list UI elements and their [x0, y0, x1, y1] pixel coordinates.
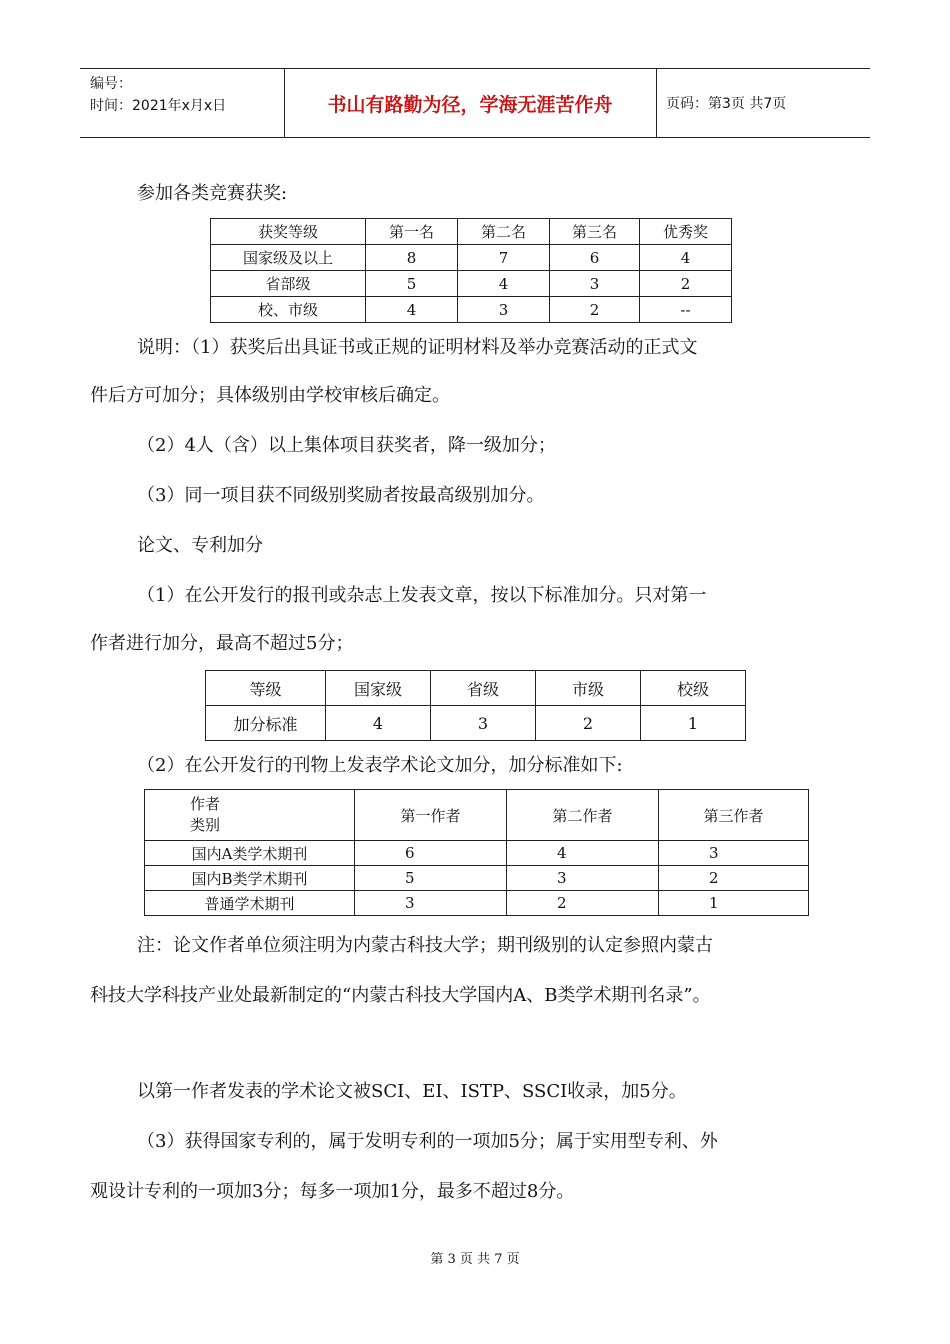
- table-header-cell: 第三名: [550, 219, 640, 245]
- note-paragraph: 件后方可加分；具体级别由学校审核后确定。: [90, 385, 450, 406]
- table-cell: 加分标准: [206, 706, 326, 741]
- corner-top-label: 作者: [190, 795, 221, 813]
- table-cell: 2: [536, 706, 641, 741]
- table-header-row: [145, 790, 809, 841]
- table-row: [206, 706, 746, 741]
- table-cell: 8: [366, 245, 458, 271]
- section-title-papers: 论文、专利加分: [137, 535, 263, 556]
- table-cell: 4: [458, 271, 550, 297]
- table-header-cell: 获奖等级: [211, 219, 366, 245]
- table-row: [211, 271, 732, 297]
- table-cell: 7: [458, 245, 550, 271]
- table-cell: 普通学术期刊: [145, 891, 355, 916]
- table-cell: 3: [550, 271, 640, 297]
- header-motto: 书山有路勤为径，学海无涯苦作舟: [327, 93, 613, 116]
- table-cell: 2: [507, 891, 659, 916]
- body-paragraph: （1）在公开发行的报刊或杂志上发表文章，按以下标准加分。只对第一: [137, 585, 707, 606]
- table-cell: 1: [641, 706, 746, 741]
- table-cell: 2: [640, 271, 732, 297]
- table-cell: 3: [507, 866, 659, 891]
- table-cell: --: [640, 297, 732, 323]
- table-header-cell: 第二作者: [507, 790, 659, 841]
- table-cell: 国家级及以上: [211, 245, 366, 271]
- note-paragraph: （3）同一项目获不同级别奖励者按最高级别加分。: [137, 485, 545, 506]
- table-header-cell: 第三作者: [659, 790, 809, 841]
- note-paragraph: 科技大学科技产业处最新制定的“内蒙古科技大学国内A、B类学术期刊名录”。: [90, 985, 711, 1006]
- table-row: [145, 841, 809, 866]
- header-divider: [656, 69, 657, 137]
- table-header-cell: 市级: [536, 671, 641, 706]
- table-cell: 2: [550, 297, 640, 323]
- journal-paper-table: [144, 789, 809, 916]
- corner-bottom-label: 类别: [190, 816, 221, 834]
- table-cell: 校、市级: [211, 297, 366, 323]
- table-row: [211, 297, 732, 323]
- table-header-cell: 第一作者: [355, 790, 507, 841]
- table-cell: 2: [659, 866, 809, 891]
- table-header-cell: 校级: [641, 671, 746, 706]
- body-paragraph: （3）获得国家专利的，属于发明专利的一项加5分；属于实用型专利、外: [137, 1131, 718, 1152]
- table-corner-cell: [145, 790, 355, 841]
- table-header-cell: 省级: [431, 671, 536, 706]
- body-paragraph: 作者进行加分，最高不超过5分；: [90, 633, 354, 654]
- table-cell: 3: [458, 297, 550, 323]
- body-paragraph: 以第一作者发表的学术论文被SCI、EI、ISTP、SSCI收录，加5分。: [137, 1081, 687, 1102]
- table-header-cell: 第一名: [366, 219, 458, 245]
- table-cell: 省部级: [211, 271, 366, 297]
- table-row: [211, 245, 732, 271]
- table-cell: 5: [366, 271, 458, 297]
- competition-award-table: [210, 218, 732, 323]
- table-cell: 4: [326, 706, 431, 741]
- table-header-cell: 优秀奖: [640, 219, 732, 245]
- table-header-cell: 国家级: [326, 671, 431, 706]
- section-title-competition: 参加各类竞赛获奖:: [137, 183, 288, 204]
- table-header-cell: 第二名: [458, 219, 550, 245]
- table-cell: 3: [355, 891, 507, 916]
- page-footer: 第 3 页 共 7 页: [430, 1252, 520, 1267]
- table-cell: 6: [550, 245, 640, 271]
- table-header-cell: 等级: [206, 671, 326, 706]
- table-cell: 4: [507, 841, 659, 866]
- body-paragraph: 观设计专利的一项加3分；每多一项加1分，最多不超过8分。: [90, 1181, 575, 1202]
- time-text: 时间：2021年x月x日: [90, 98, 227, 114]
- body-paragraph: （2）在公开发行的刊物上发表学术论文加分，加分标准如下:: [137, 755, 623, 776]
- page-header: [80, 68, 870, 138]
- header-page-info: 页码：第3页 共7页: [666, 96, 787, 112]
- article-score-table: [205, 670, 746, 741]
- header-meta: [90, 73, 226, 117]
- table-row: [145, 891, 809, 916]
- table-cell: 4: [640, 245, 732, 271]
- table-cell: 4: [366, 297, 458, 323]
- table-cell: 6: [355, 841, 507, 866]
- table-header-row: [211, 219, 732, 245]
- note-paragraph: 注：论文作者单位须注明为内蒙古科技大学；期刊级别的认定参照内蒙古: [137, 935, 713, 956]
- note-paragraph: （2）4人（含）以上集体项目获奖者，降一级加分；: [137, 435, 556, 456]
- table-cell: 1: [659, 891, 809, 916]
- table-header-row: [206, 671, 746, 706]
- table-cell: 国内B类学术期刊: [145, 866, 355, 891]
- note-paragraph: 说明：（1）获奖后出具证书或正规的证明材料及举办竞赛活动的正式文: [137, 337, 698, 358]
- table-cell: 3: [431, 706, 536, 741]
- table-cell: 5: [355, 866, 507, 891]
- code-label: 编号：: [90, 76, 132, 92]
- table-cell: 国内A类学术期刊: [145, 841, 355, 866]
- table-row: [145, 866, 809, 891]
- table-cell: 3: [659, 841, 809, 866]
